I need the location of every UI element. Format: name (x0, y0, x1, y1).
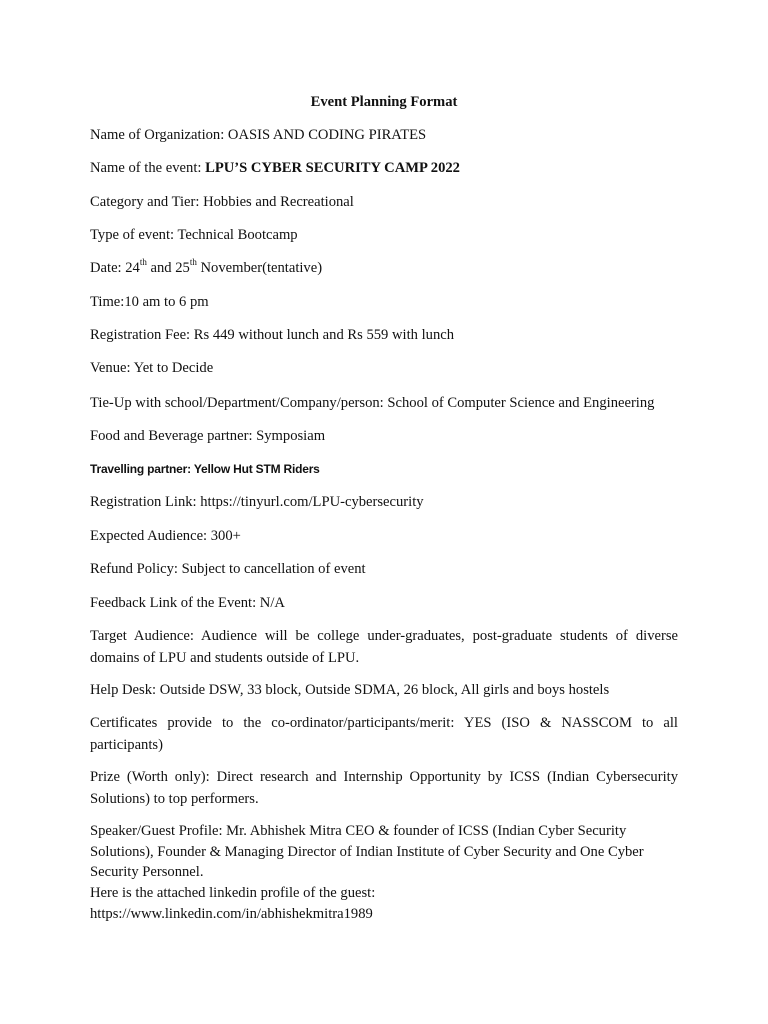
registration-fee-line: Registration Fee: Rs 449 without lunch and Rs 559 with lunch (90, 327, 455, 343)
food-partner-line: Food and Beverage partner: Symposiam (90, 428, 326, 444)
feedback-link-line: Feedback Link of the Event: N/A (90, 595, 285, 611)
target-audience-paragraph: Target Audience: Audience will be college under-graduates, post-graduate students of diverse domains of LPU and students outside of LPU. (90, 628, 678, 666)
date-prefix: Date: 24 (90, 260, 140, 276)
registration-link-line: Registration Link: https://tinyurl.com/LPU-cybersecurity (90, 494, 424, 510)
date-middle: and 25 (146, 260, 190, 276)
date-line (90, 258, 678, 279)
document-title: Event Planning Format (310, 94, 458, 110)
help-desk-line: Help Desk: Outside DSW, 33 block, Outside SDMA, 26 block, All girls and boys hostels (90, 682, 610, 698)
expected-audience-line: Expected Audience: 300+ (90, 528, 241, 544)
date-sup-2: th (189, 257, 197, 268)
tie-up-line: Tie-Up with school/Department/Company/person: School of Computer Science and Engineering (90, 395, 655, 411)
venue-line: Venue: Yet to Decide (90, 360, 214, 376)
organization-line: Name of Organization: OASIS AND CODING PIRATES (90, 127, 427, 143)
date-suffix: November(tentative) (196, 260, 323, 276)
time-line: Time:10 am to 6 pm (90, 294, 209, 310)
date-sup-1: th (139, 257, 147, 268)
travel-partner-label: Travelling partner: (90, 462, 194, 476)
refund-policy-line: Refund Policy: Subject to cancellation of event (90, 561, 366, 577)
speaker-profile-paragraph: Speaker/Guest Profile: Mr. Abhishek Mitra CEO & founder of ICSS (Indian Cyber Security Solutions), Founder & Managing Director of Indian Institute of Cyber Security and One Cyber Security Personnel. (90, 823, 644, 880)
prize-paragraph: Prize (Worth only): Direct research and Internship Opportunity by ICSS (Indian Cybersecurity Solutions) to top performers. (90, 769, 678, 807)
travel-partner-value: Yellow Hut STM Riders (193, 462, 320, 476)
event-name-label: Name of the event: (90, 160, 206, 176)
travel-partner-line (90, 459, 678, 480)
linkedin-url-link[interactable]: https://www.linkedin.com/in/abhishekmitra1989 (90, 906, 373, 922)
event-name-value: LPU’S CYBER SECURITY CAMP 2022 (205, 160, 460, 176)
category-line: Category and Tier: Hobbies and Recreational (90, 194, 354, 210)
event-type-line: Type of event: Technical Bootcamp (90, 227, 298, 243)
certificates-paragraph: Certificates provide to the co-ordinator/participants/merit: YES (ISO & NASSCOM to all participants) (90, 715, 678, 753)
linkedin-intro-line: Here is the attached linkedin profile of the guest: (90, 885, 376, 901)
event-name-line (90, 158, 678, 179)
